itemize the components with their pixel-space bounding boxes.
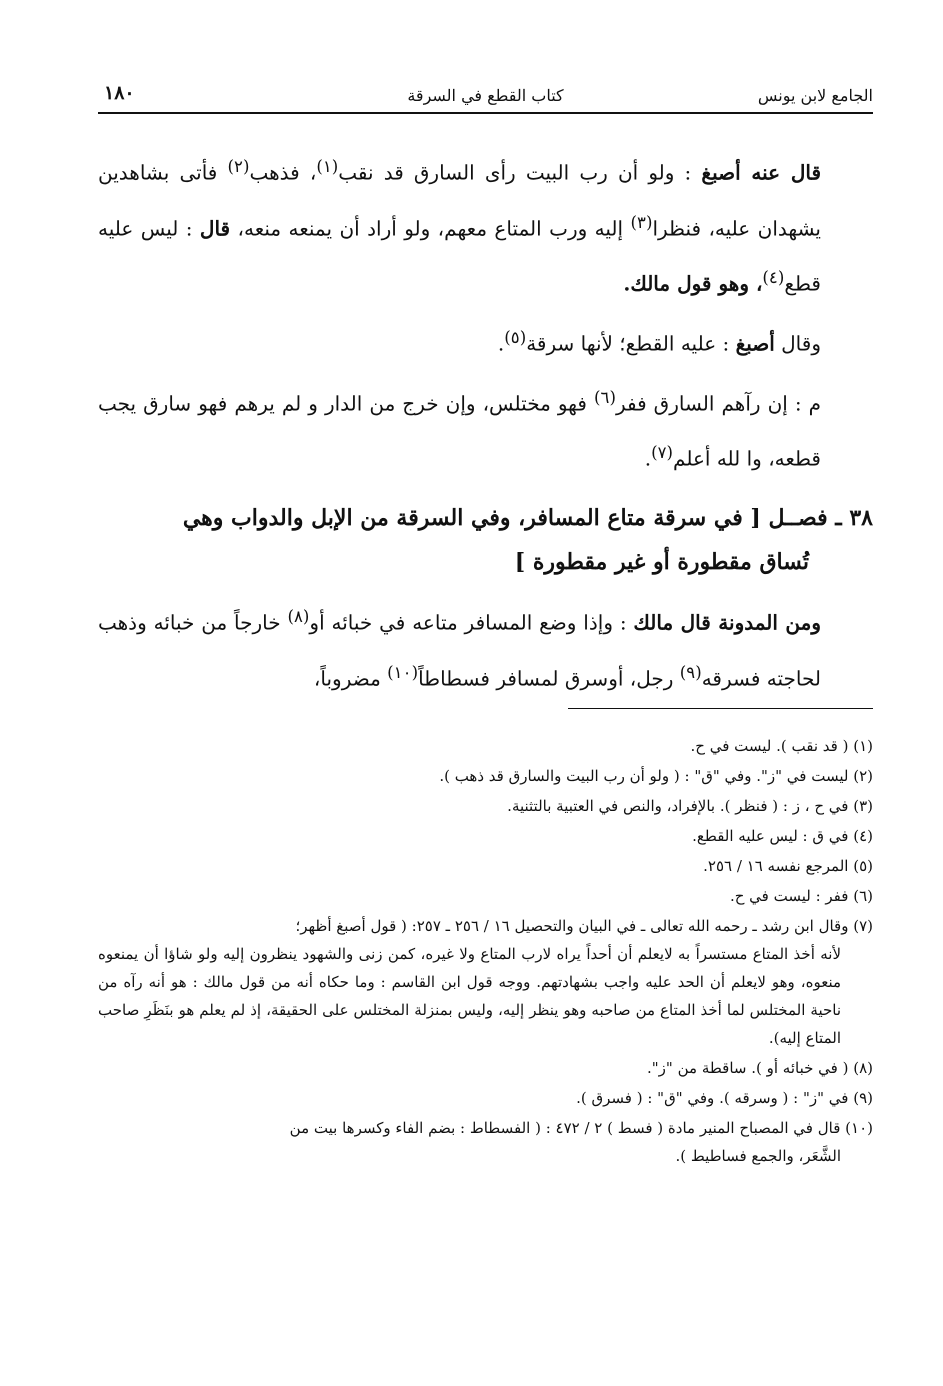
footnote-ref[interactable]: (٤) xyxy=(762,268,785,288)
footnote-ref[interactable]: (١) xyxy=(316,157,339,176)
footnote: (١٠) قال في المصباح المنير مادة ( فسط ) ٢ / ٤٧٢ : ( الفسطاط : بضم الفاء وكسرها بيت من الشَّعَر، والجمع فساطيط ). xyxy=(289,1119,873,1165)
paragraph-asbagh-opinion: وقال أصبغ : عليه القطع؛ لأنها سرقة$^{(٥)}$. xyxy=(497,327,821,356)
footnote: (٦) ففر : ليست في ح. xyxy=(729,887,873,905)
footnote-ref[interactable]: (١٠) xyxy=(387,662,419,682)
footnote-ref[interactable]: (٢) xyxy=(227,157,250,176)
footnote: (٩) في "ز" : ( وسرقه ). وفي "ق" : ( فسرق ). xyxy=(576,1089,873,1107)
footnote-ref[interactable]: (٨) xyxy=(287,606,310,626)
footnote: (١) ( قد نقب ). ليست في ح. xyxy=(690,737,873,755)
footnote-divider xyxy=(568,708,873,709)
footnote-ref[interactable]: (٥) xyxy=(504,327,527,347)
footnote: (٤) في ق : ليس عليه القطع. xyxy=(692,827,873,845)
footnote: (٥) المرجع نفسه ١٦ / ٢٥٦. xyxy=(703,857,873,875)
chapter-title: كتاب القطع في السرقة xyxy=(407,86,564,105)
footnote-ref[interactable]: (٦) xyxy=(593,387,616,407)
section-heading-line1: ٣٨ ـ فصــل [ في سرقة متاع المسافر، وفي السرقة من الإبل والدواب وهي xyxy=(182,504,873,531)
page-number: ١٨٠ xyxy=(104,82,135,104)
section-heading xyxy=(98,496,873,584)
paragraph-mudawwana: ومن المدونة قال مالك : وإذا وضع المسافر متاعه في خبائه أو$^{(٨)}$ خارجاً من خبائه وذهب لحاجته فسرقه$^{(٩)}$ رجل، أوسرق لمسافر فسطاطاً$^{(١٠)}$ مضروباً، xyxy=(98,606,821,691)
paragraph-asbagh-report: قال عنه أصبغ : ولو أن رب البيت رأى السارق قد نقب$^{(١)}$، فذهب$^{(٢)}$ فأتى بشاهدين يشهدان عليه، فنظرا$^{(٣)}$ إليه ورب المتاع معهم، ولو أراد أن يمنعه منعه، قال : ليس عليه قطع$^{(٤)}$، وهو قول مالك. xyxy=(98,157,822,296)
footnote-ref[interactable]: (٧) xyxy=(651,443,674,463)
main-text xyxy=(98,142,873,707)
paragraph-mim-comment: م : إن رآهم السارق ففر$^{(٦)}$ فهو مختلس، وإن خرج من الدار و لم يرهم فهو سارق يجب قطعه، وا لله أعلم$^{(٧)}$. xyxy=(98,387,821,471)
page-header xyxy=(98,82,873,114)
footnote: (٢) ليست في "ز". وفي "ق" : ( ولو أن رب البيت والسارق قد ذهب ). xyxy=(439,767,873,785)
book-title: الجامع لابن يونس xyxy=(757,86,873,105)
footnote-ref[interactable]: (٣) xyxy=(630,212,653,232)
section-heading-line2: تُساق مقطورة أو غير مقطورة ] xyxy=(514,548,809,575)
footnote: (٣) في ح ، ز : ( فنظر ). بالإفراد، والنص في العتبية بالتثنية. xyxy=(507,797,873,815)
footnotes xyxy=(98,732,873,1172)
footnote: (٧) وقال ابن رشد ـ رحمه الله تعالى ـ في البيان والتحصيل ١٦ / ٢٥٦ ـ ٢٥٧: ( قول أصبغ أظهر؛ لأنه أخذ المتاع مستسراً به لايعلم أن أحداً يراه لارب المتاع ولا غيره، كمن زنى والشهود ينظرون إليه ولو شاؤا أن يمنعوه منعوه، وهو لايعلم أن الحد عليه واجب بشهادتهم. ووجه قول ابن القاسم : وما حكاه أنه من قول مالك : هو أنه رآه من ناحية المختلس لما أخذ المتاع من صاحبه وهو ينظر إليه، وليس بمنزلة المختلس على الحقيقة، إذ لم يعلم هو بنَظَرِ صاحب المتاع إليه). xyxy=(98,917,873,1047)
footnote: (٨) ( في خبائه أو ). ساقطة من "ز". xyxy=(647,1059,873,1077)
footnote-ref[interactable]: (٩) xyxy=(679,662,702,682)
